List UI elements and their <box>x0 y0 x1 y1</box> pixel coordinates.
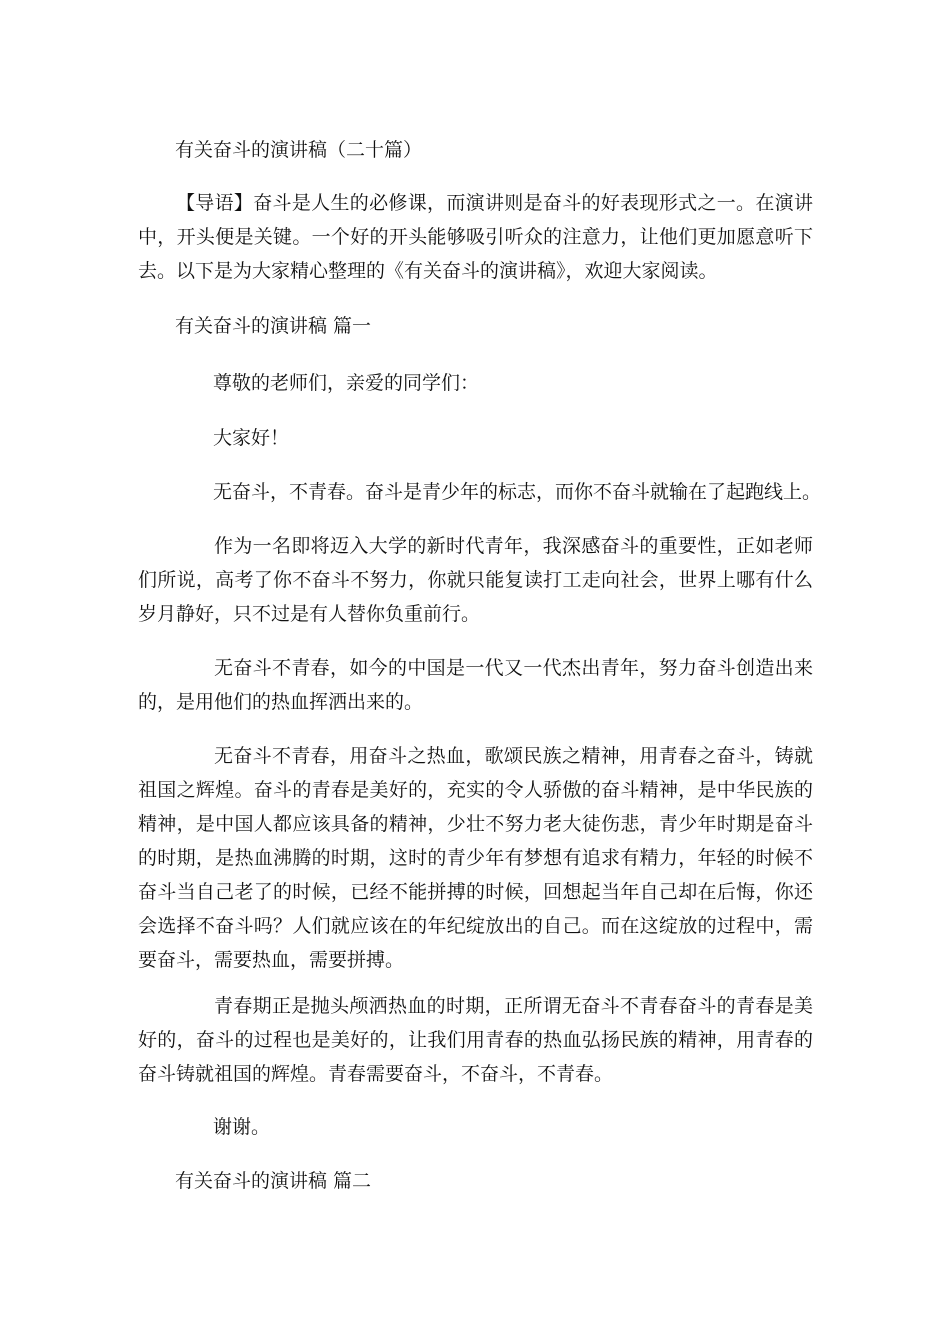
closing: 谢谢。 <box>213 1116 271 1138</box>
paragraph-2: 作为一名即将迈入大学的新时代青年，我深感奋斗的重要性，正如老师们所说，高考了你不奋斗不努力，你就只能复读打工走向社会，世界上哪有什么岁月静好，只不过是有人替你负重前行。 <box>138 535 813 625</box>
section-heading-1: 有关奋斗的演讲稿 篇一 <box>175 315 372 337</box>
salutation: 尊敬的老师们，亲爱的同学们： <box>213 372 480 394</box>
paragraph-1: 无奋斗，不青春。奋斗是青少年的标志，而你不奋斗就输在了起跑线上。 <box>213 481 822 503</box>
document-title: 有关奋斗的演讲稿（二十篇） <box>175 139 423 161</box>
paragraph-5: 青春期正是抛头颅洒热血的时期，正所谓无奋斗不青春奋斗的青春是美好的，奋斗的过程也是美好的，让我们用青春的热血弘扬民族的精神，用青春的奋斗铸就祖国的辉煌。青春需要奋斗，不奋斗，不青春。 <box>138 995 813 1085</box>
intro-paragraph: 【导语】奋斗是人生的必修课，而演讲则是奋斗的好表现形式之一。在演讲中，开头便是关键。一个好的开头能够吸引听众的注意力，让他们更加愿意听下去。以下是为大家精心整理的《有关奋斗的演讲稿》，欢迎大家阅读。 <box>138 192 813 282</box>
paragraph-4: 无奋斗不青春，用奋斗之热血，歌颂民族之精神，用青春之奋斗，铸就祖国之辉煌。奋斗的青春是美好的，充实的令人骄傲的奋斗精神，是中华民族的精神，是中国人都应该具备的精神，少壮不努力老大徒伤悲，青少年时期是奋斗的时期，是热血沸腾的时期，这时的青少年有梦想有追求有精力，年轻的时候不奋斗当自己老了的时候，已经不能拼搏的时候，回想起当年自己却在后悔，你还会选择不奋斗吗？人们就应该在的年纪绽放出的自己。而在这绽放的过程中，需要奋斗，需要热血，需要拼搏。 <box>138 745 813 971</box>
greeting: 大家好！ <box>213 427 290 449</box>
paragraph-3: 无奋斗不青春，如今的中国是一代又一代杰出青年，努力奋斗创造出来的，是用他们的热血挥洒出来的。 <box>138 657 813 713</box>
section-heading-2: 有关奋斗的演讲稿 篇二 <box>175 1170 372 1192</box>
